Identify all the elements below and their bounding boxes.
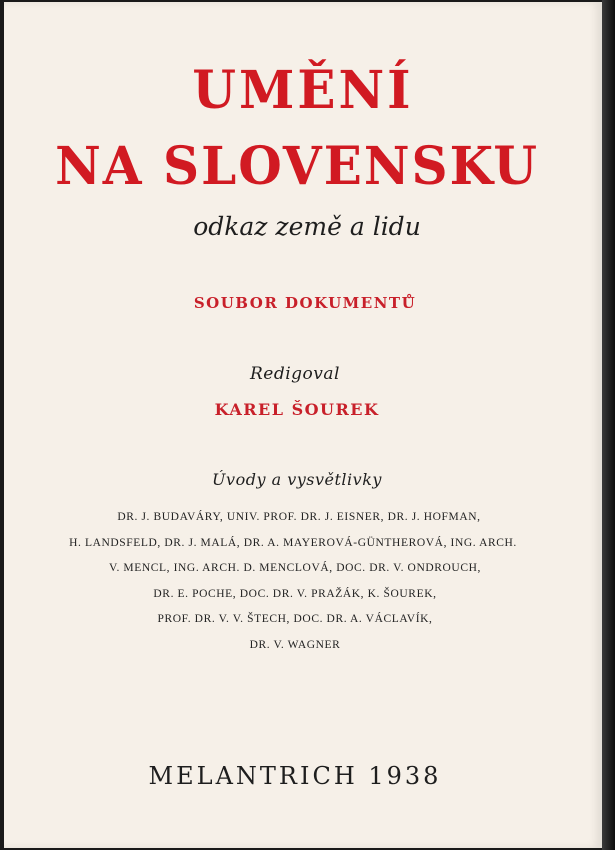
collection-label: SOUBOR DOKUMENTŮ <box>193 294 417 312</box>
edited-by-label: Redigoval <box>250 364 340 384</box>
authors-line: H. LANDSFELD, DR. J. MALÁ, DR. A. MAYEROVÁ-GÜNTHEROVÁ, ING. ARCH. <box>69 537 517 549</box>
authors-line: PROF. DR. V. V. ŠTECH, DOC. DR. A. VÁCLAVÍK, <box>157 613 433 625</box>
book-subtitle: odkaz země a lidu <box>193 212 421 241</box>
intro-label: Úvody a vysvětlivky <box>212 470 382 489</box>
title-page <box>4 2 602 848</box>
authors-line: DR. J. BUDAVÁRY, UNIV. PROF. DR. J. EISNER, DR. J. HOFMAN, <box>117 511 481 523</box>
authors-line: V. MENCL, ING. ARCH. D. MENCLOVÁ, DOC. DR. V. ONDROUCH, <box>109 562 481 574</box>
authors-line: DR. E. POCHE, DOC. DR. V. PRAŽÁK, K. ŠOUREK, <box>153 588 437 600</box>
book-title-line-1: UMĚNÍ <box>192 58 414 121</box>
book-edge-shadow <box>602 0 615 850</box>
editor-name: KAREL ŠOUREK <box>214 400 380 419</box>
book-title-line-2: NA SLOVENSKU <box>55 134 539 197</box>
publisher-imprint: MELANTRICH 1938 <box>148 762 442 790</box>
authors-line: DR. V. WAGNER <box>249 639 341 651</box>
